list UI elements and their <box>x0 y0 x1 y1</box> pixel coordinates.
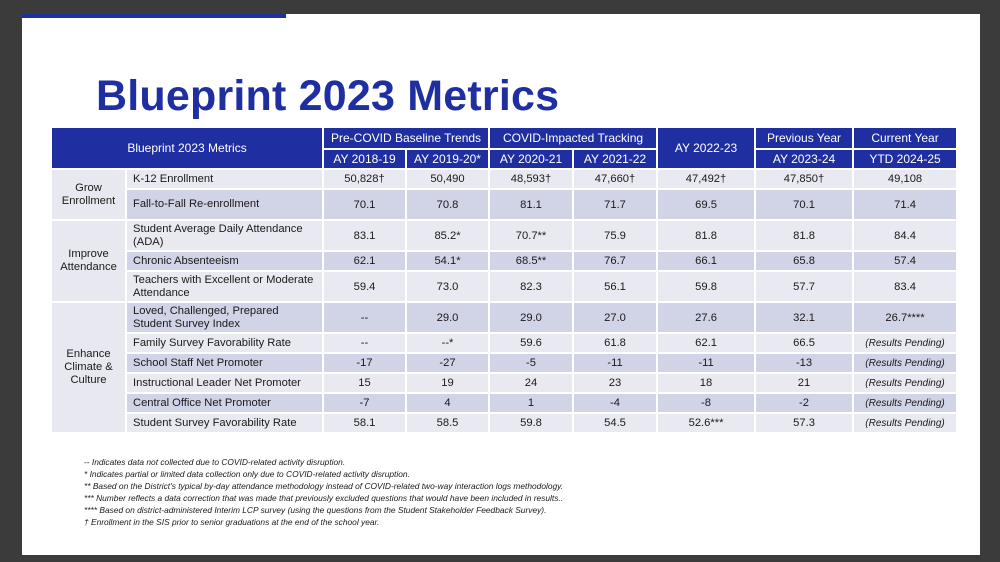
header-ay-2021-22: AY 2021-22 <box>573 149 657 169</box>
metric-label: Instructional Leader Net Promoter <box>126 373 323 393</box>
table-cell: -- <box>323 302 406 333</box>
table-corner-header: Blueprint 2023 Metrics <box>51 127 323 169</box>
table-cell: 61.8 <box>573 333 657 353</box>
table-cell: 81.8 <box>755 220 853 251</box>
header-ay-2020-21: AY 2020-21 <box>489 149 573 169</box>
table-cell: -7 <box>323 393 406 413</box>
table-cell: 32.1 <box>755 302 853 333</box>
table-cell: 81.8 <box>657 220 755 251</box>
table-cell: 47,850† <box>755 169 853 189</box>
table-cell: 66.1 <box>657 251 755 271</box>
header-ay-2019-20: AY 2019-20* <box>406 149 489 169</box>
header-ay-2022-23: AY 2022-23 <box>657 127 755 169</box>
table-cell: 70.8 <box>406 189 489 220</box>
table-cell: -11 <box>657 353 755 373</box>
table-cell: 70.7** <box>489 220 573 251</box>
table-cell: -5 <box>489 353 573 373</box>
table-cell: 81.1 <box>489 189 573 220</box>
table-cell: 68.5** <box>489 251 573 271</box>
table-cell: 24 <box>489 373 573 393</box>
table-cell: 65.8 <box>755 251 853 271</box>
table-cell: 83.4 <box>853 271 957 302</box>
section-improve-attendance: Improve Attendance <box>51 220 126 302</box>
metric-label: School Staff Net Promoter <box>126 353 323 373</box>
table-cell: 71.4 <box>853 189 957 220</box>
table-cell: 66.5 <box>755 333 853 353</box>
table-cell: -17 <box>323 353 406 373</box>
group-header-current-year: Current Year <box>853 127 957 149</box>
footnotes <box>84 457 563 528</box>
table-cell: (Results Pending) <box>853 393 957 413</box>
table-cell: 50,828† <box>323 169 406 189</box>
header-ay-2023-24: AY 2023-24 <box>755 149 853 169</box>
metric-label: Teachers with Excellent or Moderate Attendance <box>126 271 323 302</box>
table-cell: 52.6*** <box>657 413 755 433</box>
footnote: † Enrollment in the SIS prior to senior graduations at the end of the school year. <box>84 516 380 527</box>
table-cell: 18 <box>657 373 755 393</box>
table-cell: -11 <box>573 353 657 373</box>
table-cell: 59.8 <box>489 413 573 433</box>
footnote: * Indicates partial or limited data collection only due to COVID-related activity disruption. <box>84 468 410 479</box>
table-cell: (Results Pending) <box>853 413 957 433</box>
table-cell: -4 <box>573 393 657 413</box>
table-cell: 49,108 <box>853 169 957 189</box>
footnote: *** Number reflects a data correction that was made that previously excluded questions that would have been included in results.. <box>84 492 564 503</box>
table-cell: 23 <box>573 373 657 393</box>
group-header-pre-covid: Pre-COVID Baseline Trends <box>323 127 489 149</box>
metric-label: Student Average Daily Attendance (ADA) <box>126 220 323 251</box>
metric-label: Central Office Net Promoter <box>126 393 323 413</box>
table-cell: 73.0 <box>406 271 489 302</box>
metric-label: Family Survey Favorability Rate <box>126 333 323 353</box>
section-enhance-climate-culture: Enhance Climate & Culture <box>51 302 126 433</box>
metric-label: K-12 Enrollment <box>126 169 323 189</box>
table-cell: 27.6 <box>657 302 755 333</box>
table-cell: (Results Pending) <box>853 333 957 353</box>
table-cell: 71.7 <box>573 189 657 220</box>
table-cell: 54.1* <box>406 251 489 271</box>
table-cell: 70.1 <box>323 189 406 220</box>
table-cell: 47,660† <box>573 169 657 189</box>
table-cell: 57.3 <box>755 413 853 433</box>
table-cell: 54.5 <box>573 413 657 433</box>
header-ay-2018-19: AY 2018-19 <box>323 149 406 169</box>
footnote: ** Based on the District's typical by-day attendance methodology instead of COVID-related two-way interaction logs methodology. <box>84 480 564 491</box>
table-cell: --* <box>406 333 489 353</box>
table-cell: 85.2* <box>406 220 489 251</box>
top-accent-bar <box>22 14 286 18</box>
table-cell: 83.1 <box>323 220 406 251</box>
table-cell: 82.3 <box>489 271 573 302</box>
table-cell: 50,490 <box>406 169 489 189</box>
slide-title: Blueprint 2023 Metrics <box>96 72 560 120</box>
table-cell: 26.7**** <box>853 302 957 333</box>
table-cell: -13 <box>755 353 853 373</box>
table-cell: 62.1 <box>323 251 406 271</box>
table-cell: 70.1 <box>755 189 853 220</box>
table-cell: 57.4 <box>853 251 957 271</box>
table-cell: 27.0 <box>573 302 657 333</box>
table-cell: 56.1 <box>573 271 657 302</box>
table-cell: 21 <box>755 373 853 393</box>
table-cell: 69.5 <box>657 189 755 220</box>
footnote: -- Indicates data not collected due to COVID-related activity disruption. <box>84 457 346 467</box>
table-cell: 84.4 <box>853 220 957 251</box>
section-grow-enrollment: Grow Enrollment <box>51 169 126 220</box>
metric-label: Loved, Challenged, Prepared Student Survey Index <box>126 302 323 333</box>
table-cell: (Results Pending) <box>853 353 957 373</box>
table-cell: (Results Pending) <box>853 373 957 393</box>
header-ytd-2024-25: YTD 2024-25 <box>853 149 957 169</box>
metrics-table <box>50 126 958 434</box>
table-cell: -- <box>323 333 406 353</box>
table-cell: 76.7 <box>573 251 657 271</box>
table-cell: 59.6 <box>489 333 573 353</box>
table-cell: 75.9 <box>573 220 657 251</box>
table-cell: -2 <box>755 393 853 413</box>
table-cell: 62.1 <box>657 333 755 353</box>
group-header-covid: COVID-Impacted Tracking <box>489 127 657 149</box>
table-cell: 1 <box>489 393 573 413</box>
metric-label: Fall-to-Fall Re-enrollment <box>126 189 323 220</box>
table-cell: 4 <box>406 393 489 413</box>
table-cell: 57.7 <box>755 271 853 302</box>
table-cell: 59.4 <box>323 271 406 302</box>
slide <box>22 14 980 555</box>
table-cell: 29.0 <box>406 302 489 333</box>
table-cell: 15 <box>323 373 406 393</box>
group-header-previous-year: Previous Year <box>755 127 853 149</box>
table-cell: 59.8 <box>657 271 755 302</box>
table-cell: -8 <box>657 393 755 413</box>
table-cell: 29.0 <box>489 302 573 333</box>
table-cell: 48,593† <box>489 169 573 189</box>
footnote: **** Based on district-administered Interim LCP survey (using the questions from the Student Stakeholder Feedback Survey). <box>84 504 547 515</box>
table-cell: 58.5 <box>406 413 489 433</box>
table-cell: -27 <box>406 353 489 373</box>
metric-label: Chronic Absenteeism <box>126 251 323 271</box>
metric-label: Student Survey Favorability Rate <box>126 413 323 433</box>
table-cell: 58.1 <box>323 413 406 433</box>
table-cell: 47,492† <box>657 169 755 189</box>
table-cell: 19 <box>406 373 489 393</box>
